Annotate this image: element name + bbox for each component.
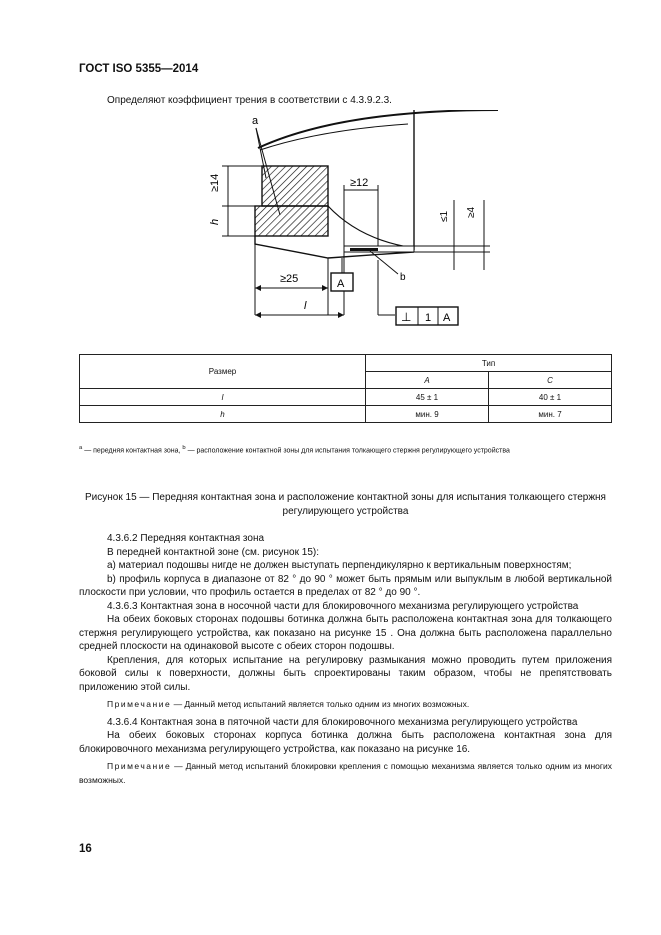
label-b: b — [400, 272, 406, 283]
boot-inner-curve — [260, 124, 408, 150]
document-header: ГОСТ ISO 5355—2014 — [79, 63, 199, 75]
figure-caption: Рисунок 15 — Передняя контактная зона и расположение контактной зоны для испытания толкающего стержня регулирующего устройства — [85, 492, 606, 517]
tol-value: 1 — [425, 312, 432, 324]
section-4362-title: 4.3.6.2 Передняя контактная зона — [107, 533, 265, 544]
note-2: Примечание — Данный метод испытаний блокировки крепления с помощью механизма является только одним из многих возможных. — [79, 761, 612, 785]
dim-4-label: ≥4 — [466, 206, 477, 218]
dim-l-label: l — [304, 300, 307, 312]
figure-15-drawing — [200, 110, 500, 335]
dim-25-label: ≥25 — [280, 273, 299, 285]
note-1: Примечание — Данный метод испытаний является только одним из многих возможных. — [107, 699, 470, 709]
section-4364-title: 4.3.6.4 Контактная зона в пяточной части для блокировочного механизма регулирующего устройства — [107, 716, 578, 728]
col-size-header: Размер — [80, 355, 366, 389]
dim-12-label: ≥12 — [350, 177, 369, 189]
col-type-header: Тип — [366, 355, 612, 372]
label-a: a — [252, 115, 259, 127]
table-row: h мин. 9 мин. 7 — [80, 406, 612, 423]
type-a-header: A — [366, 372, 489, 389]
table-row: l 45 ± 1 40 ± 1 — [80, 389, 612, 406]
contact-zone-lower — [255, 206, 328, 236]
section-4363-title: 4.3.6.3 Контактная зона в носочной части для блокировочного механизма регулирующего устройства — [107, 600, 579, 612]
intro-text: Определяют коэффициент трения в соответствии с 4.3.9.2.3. — [107, 95, 392, 106]
list-item: b) профиль корпуса в диапазоне от 82 ° до 90 ° может быть прямым или выпуклым в любой вертикальной плоскости при условии, что профиль остается в пределах от 82 ° до 90 °. — [79, 573, 612, 598]
dim-1-label: ≤1 — [439, 210, 450, 222]
list-item: а) материал подошвы нигде не должен выступать перпендикулярно к вертикальным поверхностям; — [107, 560, 572, 571]
boot-upper-curve — [258, 110, 498, 148]
perp-symbol: ⊥ — [401, 310, 412, 324]
dim-h-label: h — [209, 218, 221, 225]
dim-14-label: ≥14 — [209, 173, 221, 192]
type-c-header: C — [489, 372, 612, 389]
figure-footnote: $^a$ — передняя контактная зона, $^b$ — расположение контактной зоны для испытания толкающего стержня регулирующего устройства — [79, 445, 510, 455]
size-table — [79, 354, 612, 423]
datum-a-label: A — [337, 278, 345, 290]
tol-datum: A — [443, 312, 451, 324]
body-text: 4.3.6.2 Передняя контактная зона В передней контактной зоне (см. рисунок 15): а) материал подошвы нигде не должен выступать перпендикулярно к вертикальным поверхностям; b) профиль корпуса в диапазоне от 82 ° до 90 ° может быть прямым или выпуклым в любой вертикальной плоскости при условии, что профиль остается в пределах от 82 ° до 90 °. 4.3.6.3 Контактная зона в носочной части для блокировочного механизма регулирующего устройства На обеих боковых сторонах подошвы ботинка должна быть расположена контактная зона для толкающего стержня регулирующего устройства, как показано на рисунке 15 . Она должна быть расположена параллельно средней плоскости на одинаковой высоте с обеих сторон подошвы. Крепления, для которых испытание на регулировку размыкания можно проводить путем приложения боковой силы к поверхности, должны быть спроектированы таким образом, чтобы не препятствовать приложению этой силы. Примечание — Данный метод испытаний является только одним из многих возможных. 4.3.6.4 Контактная зона в пяточной части для блокировочного механизма регулирующего устройства На обеих боковых сторонах корпуса ботинка должна быть расположена контактная зона для блокировочного механизма регулирующего устройства, как показано на рисунке 16. Примечание — Данный метод испытаний блокировки крепления с помощью механизма является только одним из многих возможных. — [79, 532, 612, 791]
page-number: 16 — [79, 843, 92, 855]
